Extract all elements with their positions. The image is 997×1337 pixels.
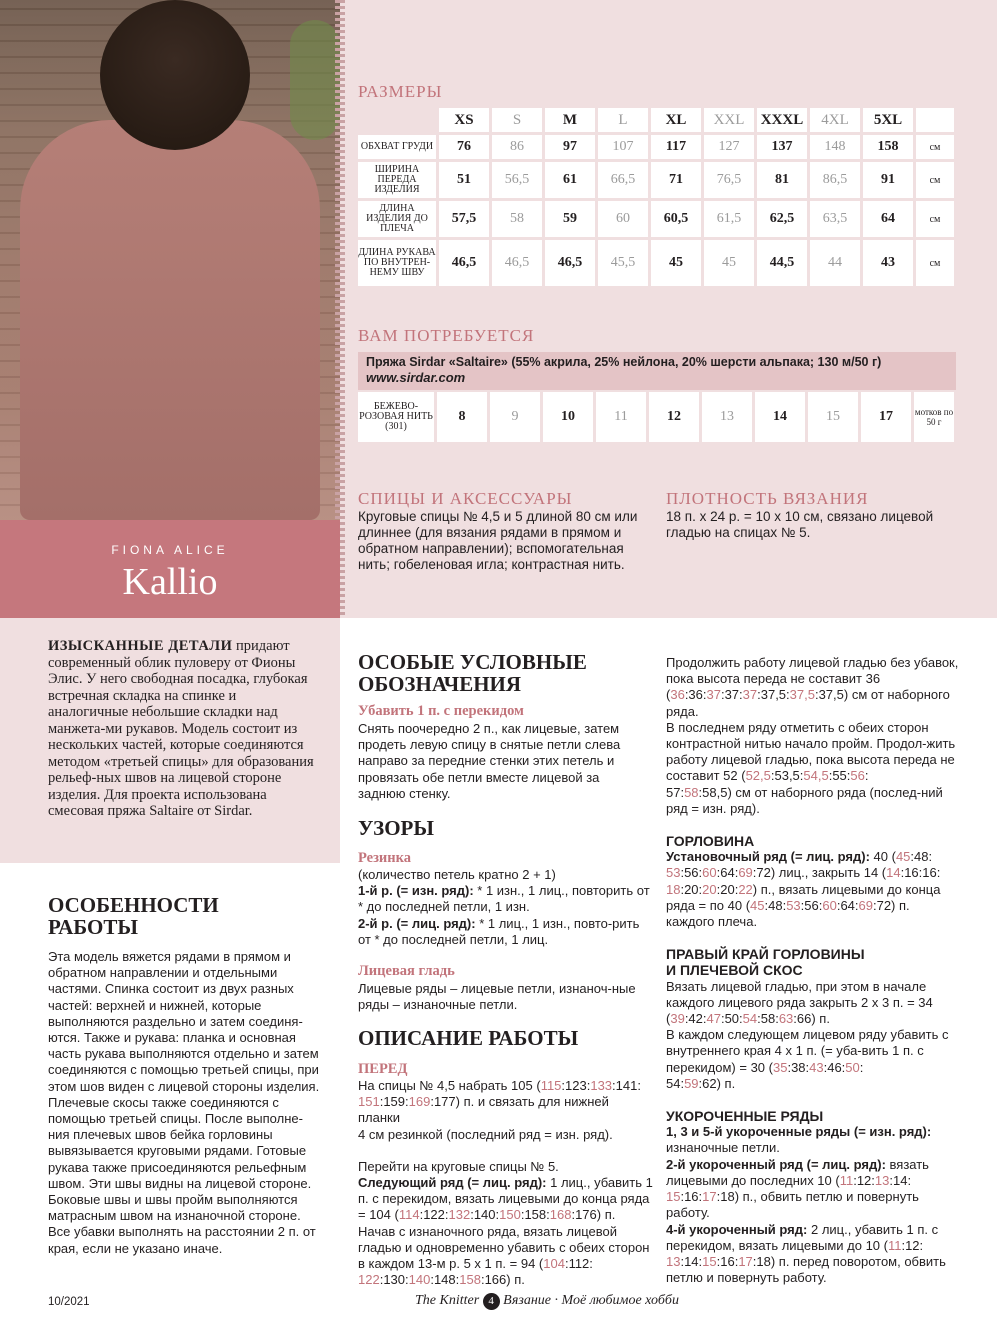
size-value: 66,5 — [598, 162, 648, 198]
size-value: 137 — [757, 135, 807, 159]
yarn-unit: мотков по 50 г — [914, 392, 954, 442]
special-subheading: Убавить 1 п. с перекидом — [358, 703, 524, 719]
size-value: 107 — [598, 135, 648, 159]
size-value: 45 — [704, 240, 754, 286]
size-header: XS — [439, 108, 489, 132]
rib-multiple: (количество петель кратно 2 + 1) — [358, 867, 556, 882]
corner-cell — [358, 108, 436, 132]
sizes-table — [355, 105, 957, 289]
size-value: 76 — [439, 135, 489, 159]
features-paragraph-2: Плечевые скосы также соединяются с помощью третьей спицы. После выполне-ния плечевых швов бейка горловины вывязывается круговыми рядами. Готовые рукава также присоединяются рельефным швом. Эти швы видны на лицевой стороне. Боковые швы и швы пройм выполняются матрасным швом на изнаночной стороне. Все убавки выполнять на расстоянии 2 п. от края, если не указано иначе. — [48, 1094, 316, 1256]
unit-cell: см — [916, 135, 954, 159]
needles-text: Круговые спицы № 4,5 и 5 длиной 80 см или длиннее (для вязания рядами в прямом и обратном направлении); вспомогательная нить; гобеленовая игла; контрастная нить. — [358, 509, 638, 572]
rib-row-2: 2-й р. (= лиц. ряд): * 1 лиц., 1 изн., повто-рить от * до последней петли, 1 лиц. — [358, 915, 640, 947]
size-value: 46,5 — [439, 240, 489, 286]
patterns-heading: УЗОРЫ — [358, 816, 435, 840]
size-value: 81 — [757, 162, 807, 198]
features-text — [48, 949, 323, 1257]
size-value: 59 — [545, 201, 595, 237]
yarn-info — [358, 352, 956, 390]
yarn-amount: 9 — [490, 392, 540, 442]
front-instructions: На спицы № 4,5 набрать 105 (115:123:133:141: 151:159:169:177) п. и связать для нижней планки 4 см резинкой (последний ряд = изн. ряд). Перейти на круговые спицы № 5. Следующий ряд (= лиц. ряд): 1 лиц., убавить 1 п. с перекидом, вязать лицевыми до конца ряда = 104 (114:122:132:140:150:158:168:176) п. Начав с изнаночного ряда, вязать лицевой гладью и одновременно убавить с обеих сторон в каждом 13-м р. 5 х 1 п. = 94 (104:112: 122:130:140:148:158:166) п. — [358, 1078, 653, 1288]
row-label: ОБХВАТ ГРУДИ — [358, 135, 436, 159]
special-heading: ОСОБЫЕ УСЛОВНЫЕ ОБОЗНАЧЕНИЯ — [358, 650, 587, 696]
rib-subheading: Резинка — [358, 850, 412, 866]
row-label: ДЛИНА ИЗДЕЛИЯ ДО ПЛЕЧА — [358, 201, 436, 237]
size-value: 61 — [545, 162, 595, 198]
size-value: 58 — [492, 201, 542, 237]
size-header: XL — [651, 108, 701, 132]
size-value: 60 — [598, 201, 648, 237]
size-value: 44 — [810, 240, 860, 286]
unit-cell: см — [916, 162, 954, 198]
size-value: 64 — [863, 201, 913, 237]
pattern-title: Kallio — [122, 561, 218, 603]
size-value: 63,5 — [810, 201, 860, 237]
intro-panel — [0, 618, 340, 863]
title-block — [0, 520, 340, 618]
size-value: 158 — [863, 135, 913, 159]
yarn-color-label: БЕЖЕВО-РОЗОВАЯ НИТЬ (301) — [358, 392, 434, 442]
size-value: 86,5 — [810, 162, 860, 198]
footer-brand: The Knitter 4 Вязание · Моё любимое хобби — [415, 1293, 679, 1308]
size-header: XXXL — [757, 108, 807, 132]
size-value: 148 — [810, 135, 860, 159]
yarn-amount: 8 — [437, 392, 487, 442]
size-header: L — [598, 108, 648, 132]
yarn-amount: 10 — [543, 392, 593, 442]
unit-cell: см — [916, 240, 954, 286]
stockinette-text: Лицевые ряды – лицевые петли, изнаноч-ные ряды – изнаночные петли. — [358, 981, 636, 1013]
front-subheading: ПЕРЕД — [358, 1061, 408, 1077]
size-value: 76,5 — [704, 162, 754, 198]
size-value: 57,5 — [439, 201, 489, 237]
size-value: 127 — [704, 135, 754, 159]
size-header: 4XL — [810, 108, 860, 132]
size-header: 5XL — [863, 108, 913, 132]
unit-cell: см — [916, 201, 954, 237]
row-label: ДЛИНА РУКАВА ПО ВНУТРЕН-НЕМУ ШВУ — [358, 240, 436, 286]
size-value: 61,5 — [704, 201, 754, 237]
materials-heading: ВАМ ПОТРЕБУЕТСЯ — [358, 326, 535, 345]
size-header: S — [492, 108, 542, 132]
size-header: XXL — [704, 108, 754, 132]
size-header: M — [545, 108, 595, 132]
designer-name: FIONA ALICE — [111, 543, 229, 557]
yarn-url[interactable]: www.sirdar.com — [366, 370, 466, 385]
gauge-text: 18 п. х 24 р. = 10 х 10 см, связано лицевой гладью на спицах № 5. — [666, 509, 934, 540]
size-value: 44,5 — [757, 240, 807, 286]
size-value: 45,5 — [598, 240, 648, 286]
yarn-amount: 12 — [649, 392, 699, 442]
stockinette-subheading: Лицевая гладь — [358, 963, 455, 979]
yarn-amount: 13 — [702, 392, 752, 442]
yarn-amount: 17 — [861, 392, 911, 442]
row-label: ШИРИНА ПЕРЕДА ИЗДЕЛИЯ — [358, 162, 436, 198]
yarn-amount: 11 — [596, 392, 646, 442]
size-value: 46,5 — [492, 240, 542, 286]
size-value: 56,5 — [492, 162, 542, 198]
rib-text — [358, 867, 653, 948]
features-paragraph-1: Эта модель вяжется рядами в прямом и обратном направлении и отдельными частями. Спинка состоит из двух разных частей: верхней и нижней, которые выполняются раздельно и затем соединя-ются. Также и рукава: планка и основная часть рукава выполняются отдельно и затем соединяются с помощью третьей спицы, при этом шов виден с лицевой стороны изделия. — [48, 949, 320, 1094]
size-value: 117 — [651, 135, 701, 159]
yarn-amount: 15 — [808, 392, 858, 442]
rib-row-1: 1-й р. (= изн. ряд): * 1 изн., 1 лиц., повторить от * до последней петли, 1 изн. — [358, 883, 650, 915]
features-heading: ОСОБЕННОСТИ РАБОТЫ — [48, 893, 219, 939]
yarn-line: Пряжа Sirdar «Saltaire» (55% акрила, 25% нейлона, 20% шерсти альпака; 130 м/50 г) — [366, 355, 882, 369]
size-value: 71 — [651, 162, 701, 198]
size-value: 51 — [439, 162, 489, 198]
gauge-heading: ПЛОТНОСТЬ ВЯЗАНИЯ — [666, 489, 869, 508]
yarn-table — [355, 389, 957, 445]
size-value: 97 — [545, 135, 595, 159]
special-text: Снять поочередно 2 п., как лицевые, затем продеть левую спицу в снятые петли слева направо за передние стенки этих петель и провязать обе петли вместе лицевой за заднюю стенку. — [358, 721, 621, 801]
intro-text: ИЗЫСКАННЫЕ ДЕТАЛИ придают современный облик пуловеру от Фионы Элис. У него свободная посадка, глубокая встречная складка на спинке и аналогичные небольшие складки над манжета-ми рукавов. Модель состоит из нескольких частей, которые соединяются методом «третьей спицы» для образования рельеф-ных швов на лицевой стороне изделия. Для проекта использована смесовая пряжа Saltaire от Sirdar. — [48, 638, 314, 819]
yarn-amount: 14 — [755, 392, 805, 442]
issue-date: 10/2021 — [48, 1296, 90, 1308]
model-photo — [0, 0, 340, 520]
size-value: 45 — [651, 240, 701, 286]
needles-heading: СПИЦЫ И АКСЕССУАРЫ — [358, 489, 573, 508]
size-value: 86 — [492, 135, 542, 159]
size-value: 60,5 — [651, 201, 701, 237]
sizes-heading: РАЗМЕРЫ — [358, 82, 443, 101]
size-value: 43 — [863, 240, 913, 286]
description-heading: ОПИСАНИЕ РАБОТЫ — [358, 1026, 579, 1050]
size-value: 62,5 — [757, 201, 807, 237]
size-value: 91 — [863, 162, 913, 198]
right-column-text: Продолжить работу лицевой гладью без убавок, пока высота переда не составит 36 (36:36:37:37:37:37,5:37,5:37,5) см от наборного ряда. В последнем ряду отметить с обеих сторон контрастной нитью начало пройм. Продол-жить работу лицевой гладью, пока высота переда не составит 52 (52,5:53,5:54,5:55:56: 57:58:58,5) см от наборного ряда (послед-ний ряд = изн. ряд). ГОРЛОВИНА Установочный ряд (= лиц. ряд): 40 (45:48: 53:56:60:64:69:72) лиц., закрыть 14 (14:16:16: 18:20:20:20:22) п., вязать лицевыми до конца ряда = по 40 (45:48:53:56:60:64:69:72) п. каждого плеча. ПРАВЫЙ КРАЙ ГОРЛОВИНЫ И ПЛЕЧЕВОЙ СКОС Вязать лицевой гладью, при этом в начале каждого лицевого ряда закрыть 2 х 3 п. = 34 (39:42:47:50:54:58:63:66) п. В каждом следующем лицевом ряду убавить с внутреннего края 4 х 1 п. (= уба-вить 1 п. с перекидом) = 30 (35:38:43:46:50: 54:59:62) п. УКОРОЧЕННЫЕ РЯДЫ 1, 3 и 5-й укороченные ряды (= изн. ряд): изнаночные петли. 2-й укороченный ряд (= лиц. ряд): вязать лицевыми до последних 10 (11:12:13:14: 15:16:17:18) п., обвить петлю и повернуть работу. 4-й укороченный ряд: 2 лиц., убавить 1 п. с перекидом, вязать лицевыми до 10 (11:12: 13:14:15:16:17:18) п. перед поворотом, обвить петлю и повернуть работу. — [666, 655, 959, 1286]
size-value: 46,5 — [545, 240, 595, 286]
